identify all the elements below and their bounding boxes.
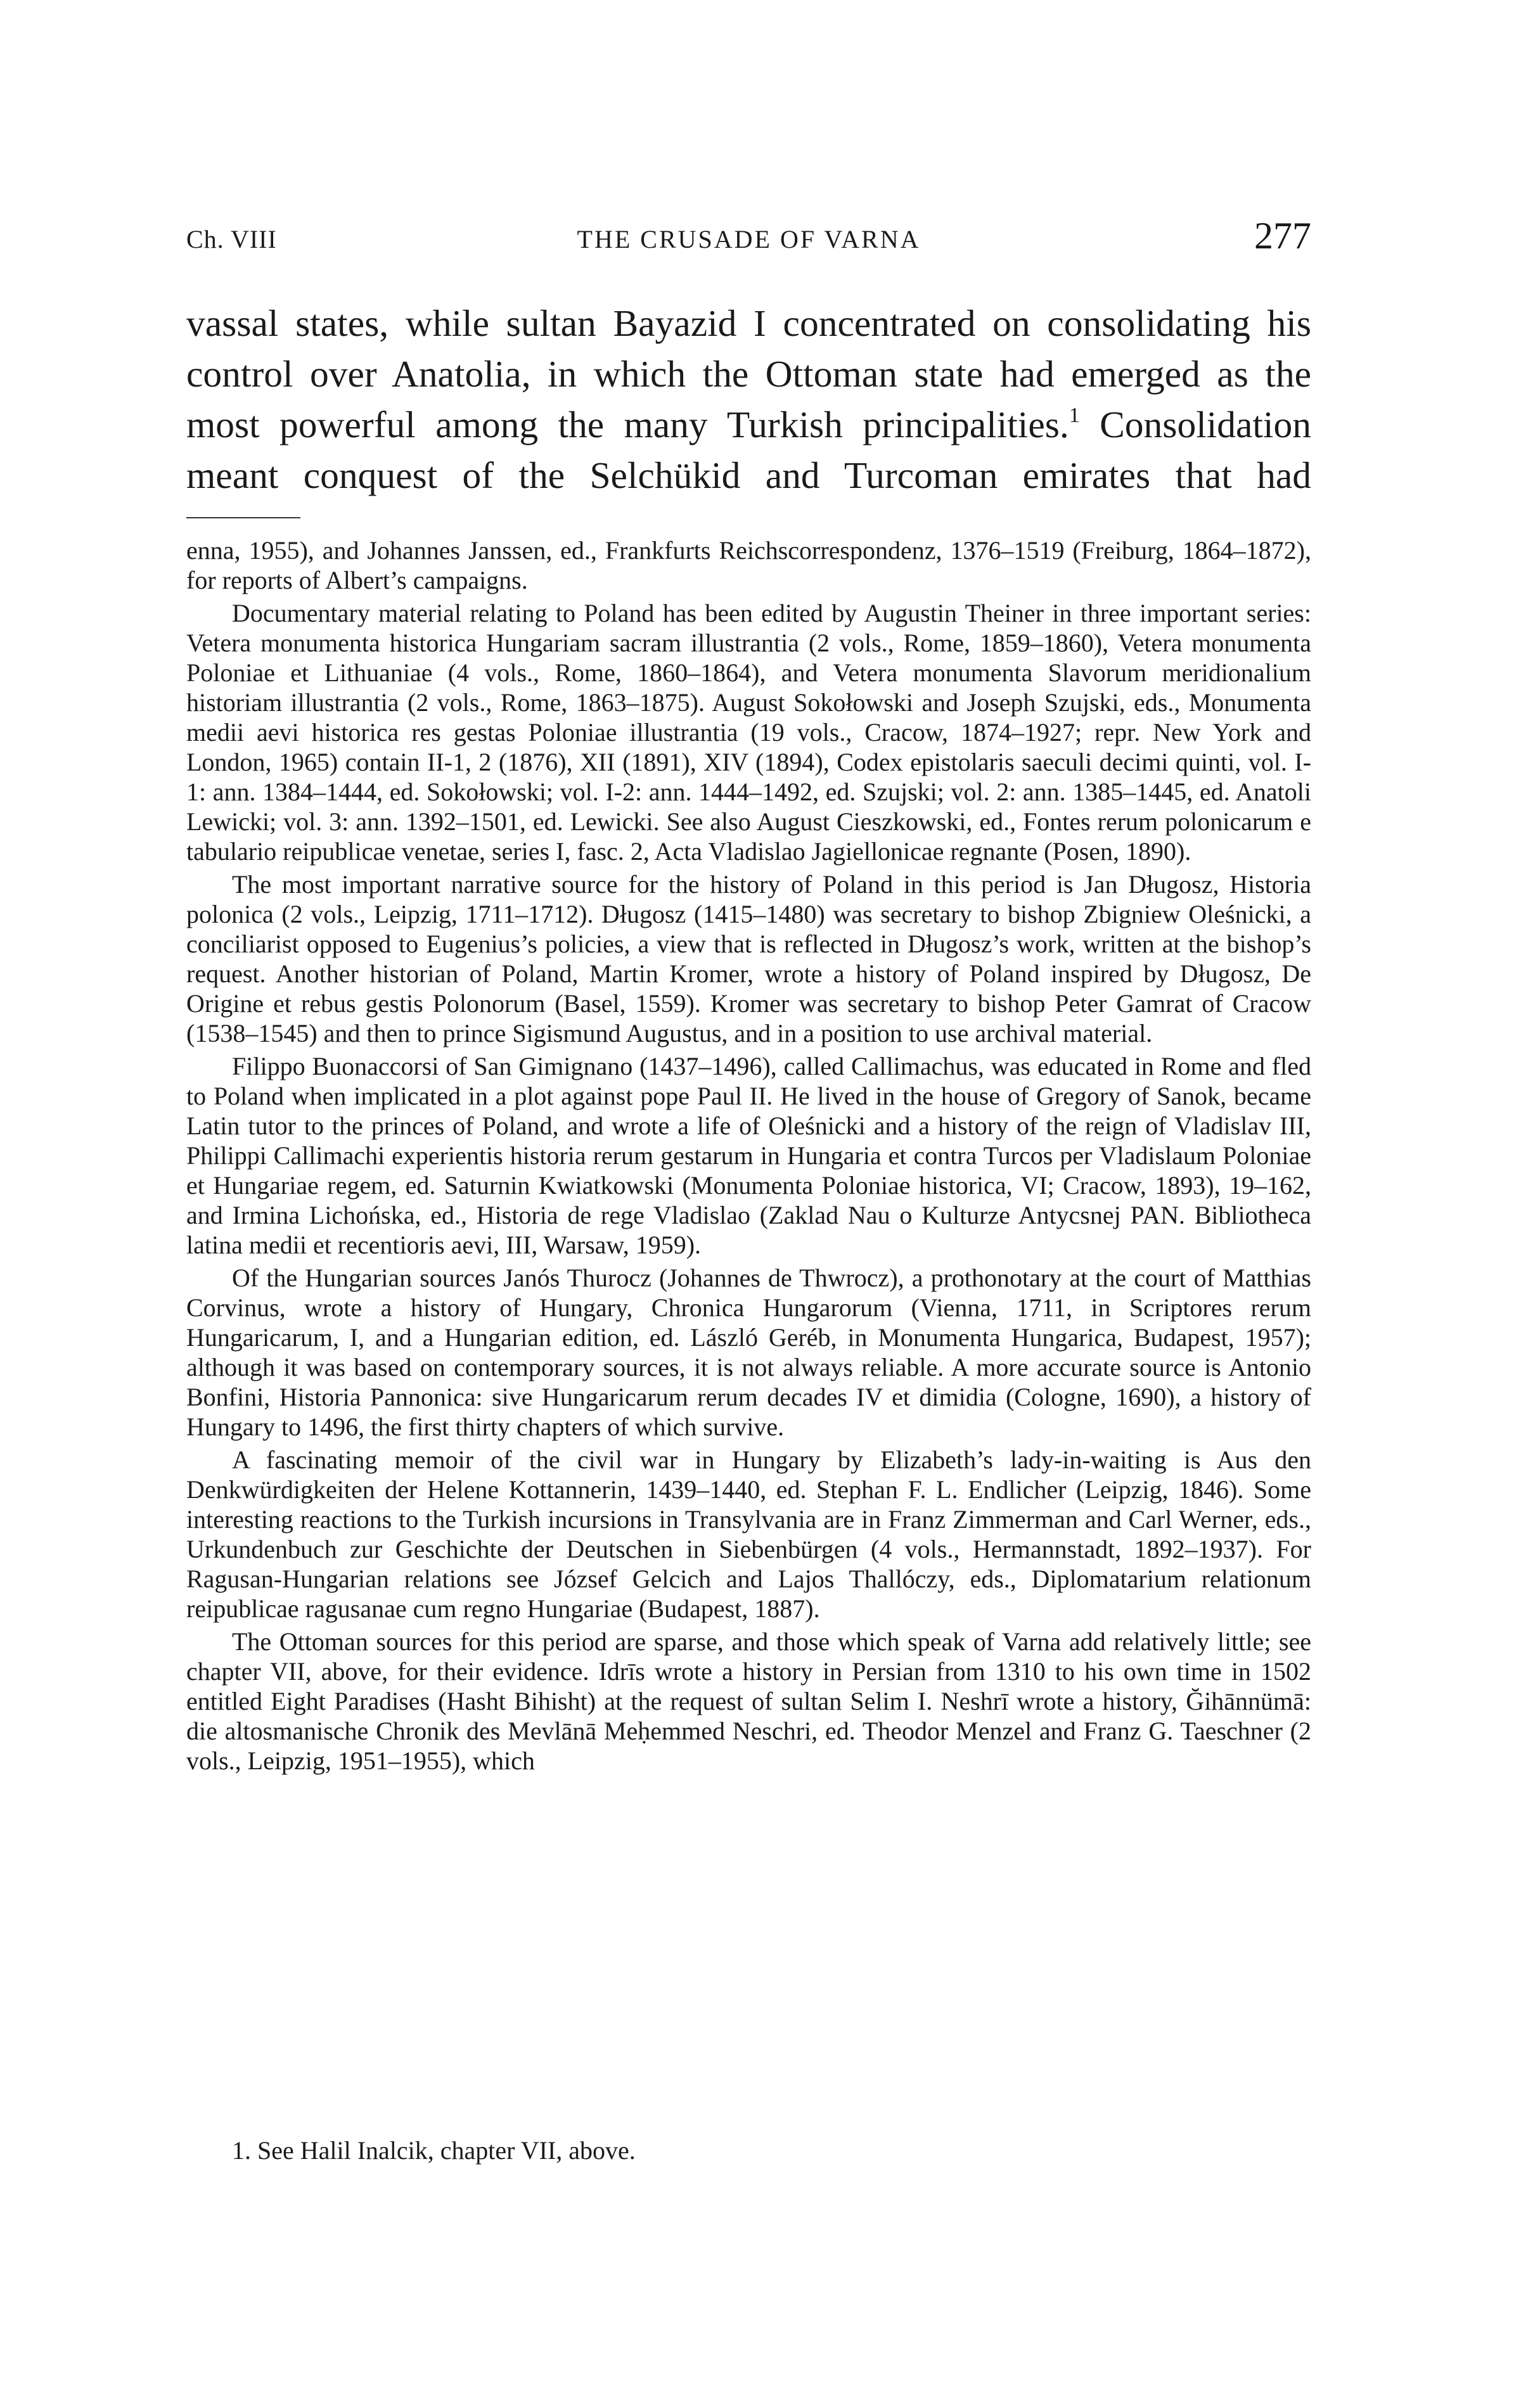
note-paragraph: Documentary material relating to Poland has been edited by Augustin Theiner in three important series: Vetera monumenta historica Hungariam sacram illustrantia (2 vols., Rome, 1859–1860), Vetera monumenta Poloniae et Lithuaniae (4 vols., Rome, 1860–1864), and Vetera monumenta Slavorum meridionalium historiam illustrantia (2 vols., Rome, 1863–1875). August Sokołowski and Joseph Szujski, eds., Monumenta medii aevi historica res gestas Poloniae illustrantia (19 vols., Cracow, 1874–1927; repr. New York and London, 1965) contain II-1, 2 (1876), XII (1891), XIV (1894), Codex epistolaris saeculi decimi quinti, vol. I-1: ann. 1384–1444, ed. Sokołowski; vol. I-2: ann. 1444–1492, ed. Szujski; vol. 2: ann. 1385–1445, ed. Anatoli Lewicki; vol. 3: ann. 1392–1501, ed. Lewicki. See also August Cieszkowski, ed., Fontes rerum polonicarum e tabulario reipublicae venetae, series I, fasc. 2, Acta Vladislao Jagiellonicae regnante (Posen, 1890).	[186, 599, 1311, 866]
main-text-line-start: most powerful among the many Turkish principalities.	[186, 404, 1069, 445]
note-paragraph: Filippo Buonaccorsi of San Gimignano (1437–1496), called Callimachus, was educated in Rome and fled to Poland when implicated in a plot against pope Paul II. He lived in the house of Gregory of Sanok, became Latin tutor to the princes of Poland, and wrote a life of Oleśnicki and a history of the reign of Vladislav III, Philippi Callimachi experientis historia rerum gestarum in Hungaria et contra Turcos per Vladislaum Poloniae et Hungariae regem, ed. Saturnin Kwiatkowski (Monumenta Poloniae historica, VI; Cracow, 1893), 19–162, and Irmina Lichońska, ed., Historia de rege Vladislao (Zaklad Nau o Kulturze Antycsnej PAN. Bibliotheca latina medii et recentioris aevi, III, Warsaw, 1959).	[186, 1052, 1311, 1259]
page-number: 277	[1254, 215, 1311, 257]
main-text	[186, 298, 1311, 501]
main-text-line-end: Consolidation	[1079, 404, 1311, 445]
note-paragraph: A fascinating memoir of the civil war in Hungary by Elizabeth’s lady-in-waiting is Aus den Denkwürdigkeiten der Helene Kottannerin, 1439–1440, ed. Stephan F. L. Endlicher (Leipzig, 1846). Some interesting reactions to the Turkish incursions in Transylvania are in Franz Zimmerman and Carl Werner, eds., Urkundenbuch zur Geschichte der Deutschen in Siebenbürgen (4 vols., Hermannstadt, 1892–1937). For Ragusan-Hungarian relations see József Gelcich and Lajos Thallóczy, eds., Diplomatarium relationum reipublicae ragusanae cum regno Hungariae (Budapest, 1887).	[186, 1445, 1311, 1623]
main-text-line: vassal states, while sultan Bayazid I concentrated on consolidating his	[186, 302, 1311, 344]
footnote: 1. See Halil Inalcik, chapter VII, above.	[232, 2136, 636, 2165]
note-paragraph: The Ottoman sources for this period are sparse, and those which speak of Varna add relatively little; see chapter VII, above, for their evidence. Idrīs wrote a history in Persian from 1310 to his own time in 1502 entitled Eight Paradises (Hasht Bihisht) at the request of sultan Selim I. Neshrī wrote a history, Ğihānnümā: die altosmanische Chronik des Mevlānā Meḥemmed Neschri, ed. Theodor Menzel and Franz G. Taeschner (2 vols., Leipzig, 1951–1955), which	[186, 1627, 1311, 1775]
main-text-line: control over Anatolia, in which the Ottoman state had emerged as the	[186, 353, 1311, 395]
note-paragraph: The most important narrative source for the history of Poland in this period is Jan Długosz, Historia polonica (2 vols., Leipzig, 1711–1712). Długosz (1415–1480) was secretary to bishop Zbigniew Oleśnicki, a conciliarist opposed to Eugenius’s policies, a view that is reflected in Długosz’s work, written at the bishop’s request. Another historian of Poland, Martin Kromer, wrote a history of Poland inspired by Długosz, De Origine et rebus gestis Polonorum (Basel, 1559). Kromer was secretary to bishop Peter Gamrat of Cracow (1538–1545) and then to prince Sigismund Augustus, and in a position to use archival material.	[186, 870, 1311, 1047]
notes-separator-rule	[186, 517, 300, 518]
bibliographic-notes	[186, 535, 1311, 1779]
note-paragraph: enna, 1955), and Johannes Janssen, ed., Frankfurts Reichscorrespondenz, 1376–1519 (Freiburg, 1864–1872), for reports of Albert’s campaigns.	[186, 536, 1311, 594]
chapter-label: Ch. VIII	[186, 225, 277, 253]
footnote-reference[interactable]: 1	[1069, 404, 1080, 427]
chapter-title: THE CRUSADE OF VARNA	[577, 225, 921, 253]
running-head	[186, 214, 1311, 265]
main-text-line	[186, 399, 1311, 450]
main-text-line: meant conquest of the Selchükid and Turcoman emirates that had	[186, 454, 1311, 496]
note-paragraph: Of the Hungarian sources Janós Thurocz (Johannes de Thwrocz), a prothonotary at the court of Matthias Corvinus, wrote a history of Hungary, Chronica Hungarorum (Vienna, 1711, in Scriptores rerum Hungaricarum, I, and a Hungarian edition, ed. László Geréb, in Monumenta Hungarica, Budapest, 1957); although it was based on contemporary sources, it is not always reliable. A more accurate source is Antonio Bonfini, Historia Pannonica: sive Hungaricarum rerum decades IV et dimidia (Cologne, 1690), a history of Hungary to 1496, the first thirty chapters of which survive.	[186, 1264, 1311, 1441]
